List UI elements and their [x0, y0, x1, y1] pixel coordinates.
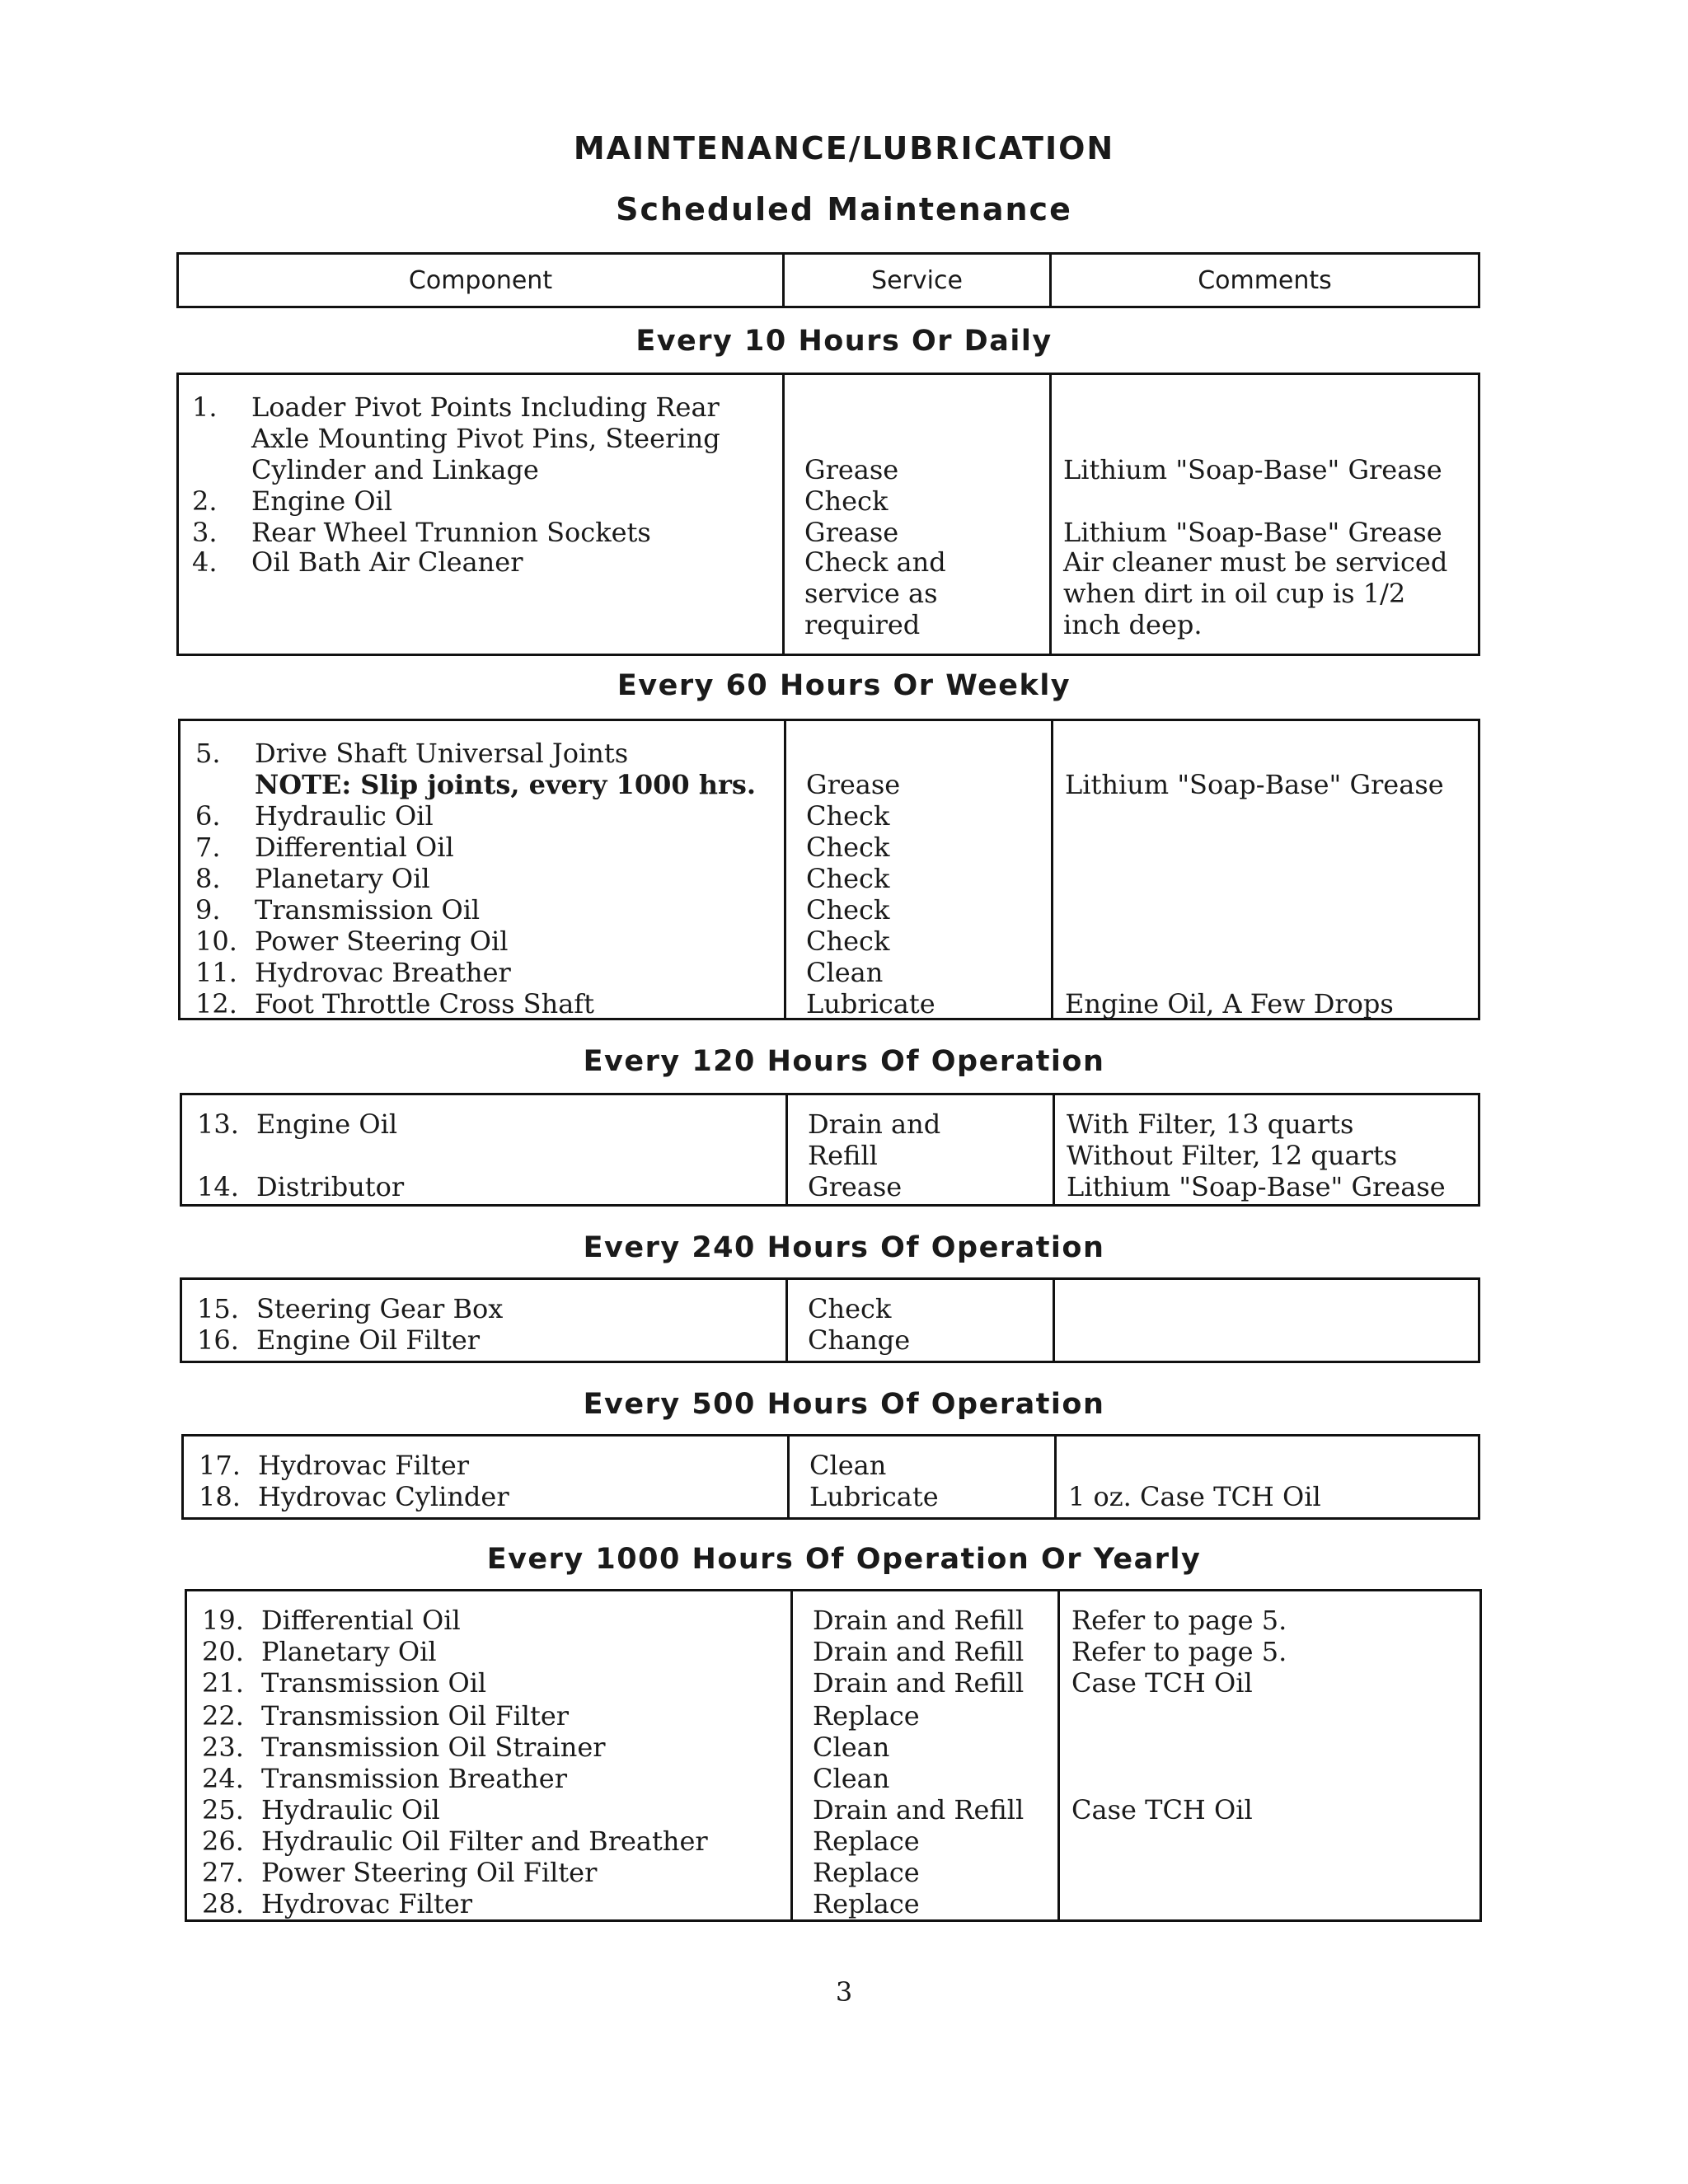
service-value: Drain and — [808, 1108, 941, 1140]
service-value: Drain and Refill — [813, 1636, 1025, 1667]
header-component: Component — [408, 265, 553, 295]
component-name: Foot Throttle Cross Shaft — [255, 988, 594, 1019]
header-comments: Comments — [1198, 265, 1332, 295]
item-number: 2. — [192, 485, 218, 517]
component-name: Transmission Oil Strainer — [261, 1732, 606, 1763]
component-name: NOTE: Slip joints, every 1000 hrs. — [255, 769, 757, 800]
comments-column — [1053, 1280, 1478, 1361]
item-number: 13. — [197, 1108, 239, 1140]
header-service: Service — [871, 265, 963, 295]
schedule-table — [180, 1093, 1480, 1207]
comment-text: Lithium "Soap-Base" Grease — [1065, 769, 1444, 800]
service-value: Check — [806, 926, 890, 957]
comment-text: Lithium "Soap-Base" Grease — [1067, 1171, 1446, 1202]
comment-text: when dirt in oil cup is 1/2 — [1063, 578, 1406, 609]
service-value: Grease — [804, 517, 899, 548]
comment-text: Case TCH Oil — [1071, 1794, 1253, 1825]
comment-text: With Filter, 13 quarts — [1067, 1108, 1354, 1140]
service-value: Replace — [813, 1825, 920, 1857]
header-comments-cell — [1049, 255, 1478, 306]
service-value: Clean — [806, 957, 884, 988]
comments-column — [1054, 1436, 1478, 1517]
component-name: Hydraulic Oil — [261, 1794, 440, 1825]
service-value: Grease — [808, 1171, 903, 1202]
item-number: 25. — [202, 1794, 244, 1825]
item-number: 14. — [197, 1171, 239, 1202]
comment-text: Case TCH Oil — [1071, 1667, 1253, 1699]
item-number: 11. — [195, 957, 237, 988]
service-column — [782, 375, 1049, 654]
component-name: Hydrovac Filter — [258, 1450, 470, 1481]
comment-text: Refer to page 5. — [1071, 1636, 1287, 1667]
schedule-table — [178, 719, 1480, 1020]
item-number: 10. — [195, 926, 237, 957]
component-name: Transmission Oil Filter — [261, 1700, 570, 1732]
component-name: Axle Mounting Pivot Pins, Steering — [251, 423, 720, 454]
service-value: Refill — [808, 1140, 878, 1171]
section-heading: Every 120 Hours Of Operation — [583, 1045, 1105, 1078]
component-name: Oil Bath Air Cleaner — [251, 546, 523, 578]
item-number: 21. — [202, 1667, 244, 1699]
service-value: Check — [806, 832, 890, 863]
component-name: Drive Shaft Universal Joints — [255, 738, 629, 769]
component-name: Differential Oil — [261, 1605, 461, 1636]
schedule-table — [176, 373, 1480, 656]
comment-text: Lithium "Soap-Base" Grease — [1063, 517, 1442, 548]
schedule-table — [181, 1434, 1480, 1520]
service-value: Change — [808, 1324, 911, 1356]
comments-column — [1049, 375, 1478, 654]
item-number: 5. — [195, 738, 221, 769]
comment-text: Lithium "Soap-Base" Grease — [1063, 454, 1442, 485]
service-value: Drain and Refill — [813, 1667, 1025, 1699]
comment-text: 1 oz. Case TCH Oil — [1068, 1481, 1321, 1512]
schedule-table — [180, 1277, 1480, 1363]
component-name: Hydrovac Filter — [261, 1888, 473, 1919]
component-name: Rear Wheel Trunnion Sockets — [251, 517, 651, 548]
item-number: 23. — [202, 1732, 244, 1763]
item-number: 19. — [202, 1605, 244, 1636]
item-number: 4. — [192, 546, 218, 578]
item-number: 6. — [195, 800, 221, 832]
component-name: Engine Oil — [256, 1108, 398, 1140]
service-value: Clean — [813, 1732, 890, 1763]
component-column — [187, 1591, 790, 1919]
service-value: Clean — [813, 1763, 890, 1794]
service-value: Replace — [813, 1888, 920, 1919]
service-value: Drain and Refill — [813, 1794, 1025, 1825]
service-value: Check — [806, 894, 890, 926]
component-name: Planetary Oil — [255, 863, 430, 894]
service-value: Check — [808, 1293, 892, 1324]
service-column — [787, 1436, 1054, 1517]
service-value: Check — [804, 485, 889, 517]
component-name: Loader Pivot Points Including Rear — [251, 391, 720, 423]
component-column — [182, 1280, 785, 1361]
service-value: Grease — [804, 454, 899, 485]
component-name: Planetary Oil — [261, 1636, 437, 1667]
service-value: Lubricate — [806, 988, 935, 1019]
component-name: Hydraulic Oil — [255, 800, 434, 832]
service-value: Grease — [806, 769, 901, 800]
section-heading: Every 10 Hours Or Daily — [635, 325, 1053, 358]
section-heading: Every 60 Hours Or Weekly — [617, 669, 1071, 702]
component-name: Power Steering Oil Filter — [261, 1857, 598, 1888]
component-column — [184, 1436, 787, 1517]
component-name: Engine Oil — [251, 485, 393, 517]
item-number: 8. — [195, 863, 221, 894]
item-number: 17. — [199, 1450, 241, 1481]
item-number: 27. — [202, 1857, 244, 1888]
item-number: 15. — [197, 1293, 239, 1324]
item-number: 20. — [202, 1636, 244, 1667]
table-header — [176, 252, 1480, 308]
component-name: Hydraulic Oil Filter and Breather — [261, 1825, 708, 1857]
service-value: Clean — [809, 1450, 887, 1481]
component-column — [182, 1095, 785, 1204]
item-number: 7. — [195, 832, 221, 863]
page-title: MAINTENANCE/LUBRICATION — [573, 130, 1115, 166]
service-value: required — [804, 609, 921, 640]
comments-column — [1057, 1591, 1479, 1919]
item-number: 24. — [202, 1763, 244, 1794]
header-component-cell — [179, 255, 782, 306]
header-service-cell — [782, 255, 1049, 306]
item-number: 22. — [202, 1700, 244, 1732]
section-heading: Every 500 Hours Of Operation — [583, 1388, 1105, 1421]
service-column — [784, 721, 1051, 1018]
schedule-table — [185, 1589, 1482, 1922]
page-number: 3 — [835, 1976, 853, 2008]
component-name: Cylinder and Linkage — [251, 454, 539, 485]
service-value: Check — [806, 800, 890, 832]
item-number: 26. — [202, 1825, 244, 1857]
comment-text: Engine Oil, A Few Drops — [1065, 988, 1394, 1019]
component-column — [179, 375, 782, 654]
service-column — [785, 1095, 1053, 1204]
section-heading: Every 240 Hours Of Operation — [583, 1231, 1105, 1264]
comments-column — [1051, 721, 1478, 1018]
item-number: 1. — [192, 391, 218, 423]
component-name: Differential Oil — [255, 832, 454, 863]
component-name: Transmission Oil — [261, 1667, 487, 1699]
comment-text: Air cleaner must be serviced — [1063, 546, 1448, 578]
service-value: Check — [806, 863, 890, 894]
component-name: Steering Gear Box — [256, 1293, 504, 1324]
comment-text: Refer to page 5. — [1071, 1605, 1287, 1636]
item-number: 3. — [192, 517, 218, 548]
section-heading: Every 1000 Hours Of Operation Or Yearly — [486, 1543, 1202, 1576]
service-column — [785, 1280, 1053, 1361]
service-value: Replace — [813, 1857, 920, 1888]
comment-text: Without Filter, 12 quarts — [1067, 1140, 1398, 1171]
service-value: Drain and Refill — [813, 1605, 1025, 1636]
component-name: Transmission Oil — [255, 894, 481, 926]
component-name: Hydrovac Cylinder — [258, 1481, 509, 1512]
comment-text: inch deep. — [1063, 609, 1203, 640]
component-name: Distributor — [256, 1171, 405, 1202]
service-value: Check and — [804, 546, 946, 578]
comments-column — [1053, 1095, 1478, 1204]
service-value: Lubricate — [809, 1481, 939, 1512]
item-number: 28. — [202, 1888, 244, 1919]
component-name: Hydrovac Breather — [255, 957, 511, 988]
component-name: Transmission Breather — [261, 1763, 567, 1794]
page-subtitle: Scheduled Maintenance — [616, 191, 1072, 227]
service-column — [790, 1591, 1057, 1919]
component-name: Engine Oil Filter — [256, 1324, 481, 1356]
component-name: Power Steering Oil — [255, 926, 509, 957]
item-number: 9. — [195, 894, 221, 926]
component-column — [181, 721, 784, 1018]
service-value: Replace — [813, 1700, 920, 1732]
service-value: service as — [804, 578, 938, 609]
item-number: 12. — [195, 988, 237, 1019]
item-number: 18. — [199, 1481, 241, 1512]
item-number: 16. — [197, 1324, 239, 1356]
